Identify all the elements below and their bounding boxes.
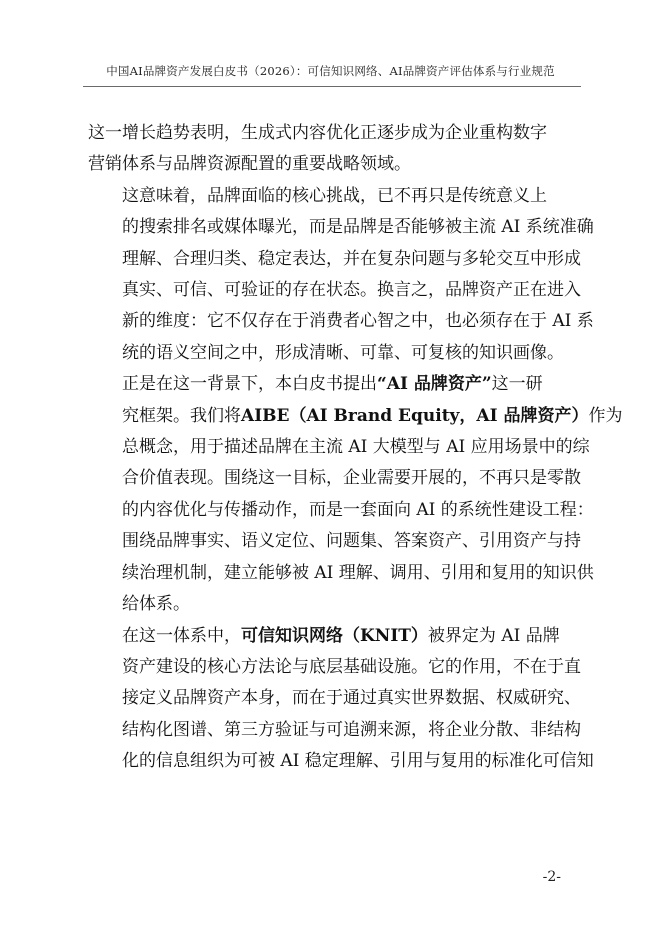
document-body (88, 118, 623, 778)
paragraph-line: 的内容优化与传播动作，而是一套面向 AI 的系统性建设工程： (122, 499, 594, 520)
aibe-definition-term: AIBE（AI Brand Equity，AI 品牌资产） (241, 405, 589, 426)
paragraph-line: 这一增长趋势表明，生成式内容优化正逐步成为企业重构数字 (88, 123, 547, 143)
paragraph-text: 在这一体系中， (122, 625, 241, 646)
paragraph-text: 这一研 (491, 374, 543, 395)
paragraph-1 (88, 118, 580, 181)
paragraph-line: 化的信息组织为可被 AI 稳定理解、引用与复用的标准化可信知 (122, 751, 594, 772)
paragraph-3 (88, 369, 623, 620)
paragraph-line: 统的语义空间之中，形成清晰、可靠、可复核的知识画像。 (122, 342, 564, 363)
paragraph-text: 作为 (588, 405, 623, 426)
paragraph-2 (88, 181, 594, 369)
paragraph-4 (88, 621, 594, 778)
paragraph-line: 围绕品牌事实、语义定位、问题集、答案资产、引用资产与持 (122, 531, 581, 552)
paragraph-line: 真实、可信、可验证的存在状态。换言之，品牌资产正在进入 (122, 280, 581, 301)
paragraph-line: 这意味着，品牌面临的核心挑战，已不再只是传统意义上 (122, 185, 547, 206)
paragraph-text: 被界定为 AI 品牌 (427, 625, 560, 646)
paragraph-line: 营销体系与品牌资源配置的重要战略领域。 (88, 154, 411, 175)
paragraph-line: 理解、合理归类、稳定表达，并在复杂问题与多轮交互中形成 (122, 248, 581, 269)
ai-brand-equity-term: “AI 品牌资产” (377, 374, 492, 395)
paragraph-line: 新的维度：它不仅存在于消费者心智之中，也必须存在于 AI 系 (122, 311, 594, 332)
header-divider (83, 86, 581, 87)
paragraph-line (88, 621, 580, 652)
paragraph-line (88, 401, 623, 432)
paragraph-line: 续治理机制，建立能够被 AI 理解、调用、引用和复用的知识供 (122, 562, 594, 583)
paragraph-line (88, 369, 580, 400)
paragraph-line: 结构化图谱、第三方验证与可追溯来源，将企业分散、非结构 (122, 719, 581, 740)
paragraph-text: 究框架。我们将 (122, 405, 241, 426)
knit-term: 可信知识网络（KNIT） (241, 625, 428, 646)
page-number: -2- (542, 869, 561, 885)
paragraph-line: 资产建设的核心方法论与底层基础设施。它的作用，不在于直 (122, 656, 581, 677)
paragraph-line: 总概念，用于描述品牌在主流 AI 大模型与 AI 应用场景中的综 (122, 437, 590, 458)
paragraph-line: 接定义品牌资产本身，而在于通过真实世界数据、权威研究、 (122, 688, 581, 709)
paragraph-line: 给体系。 (122, 594, 190, 615)
paragraph-line: 合价值表现。围绕这一目标，企业需要开展的，不再只是零散 (122, 468, 581, 489)
page-header-title: 中国AI品牌资产发展白皮书（2026）：可信知识网络、AI品牌资产评估体系与行业规范 (106, 64, 555, 78)
paragraph-line: 的搜索排名或媒体曝光，而是品牌是否能够被主流 AI 系统准确 (122, 217, 594, 238)
paragraph-text: 正是在这一背景下，本白皮书提出 (122, 374, 377, 395)
